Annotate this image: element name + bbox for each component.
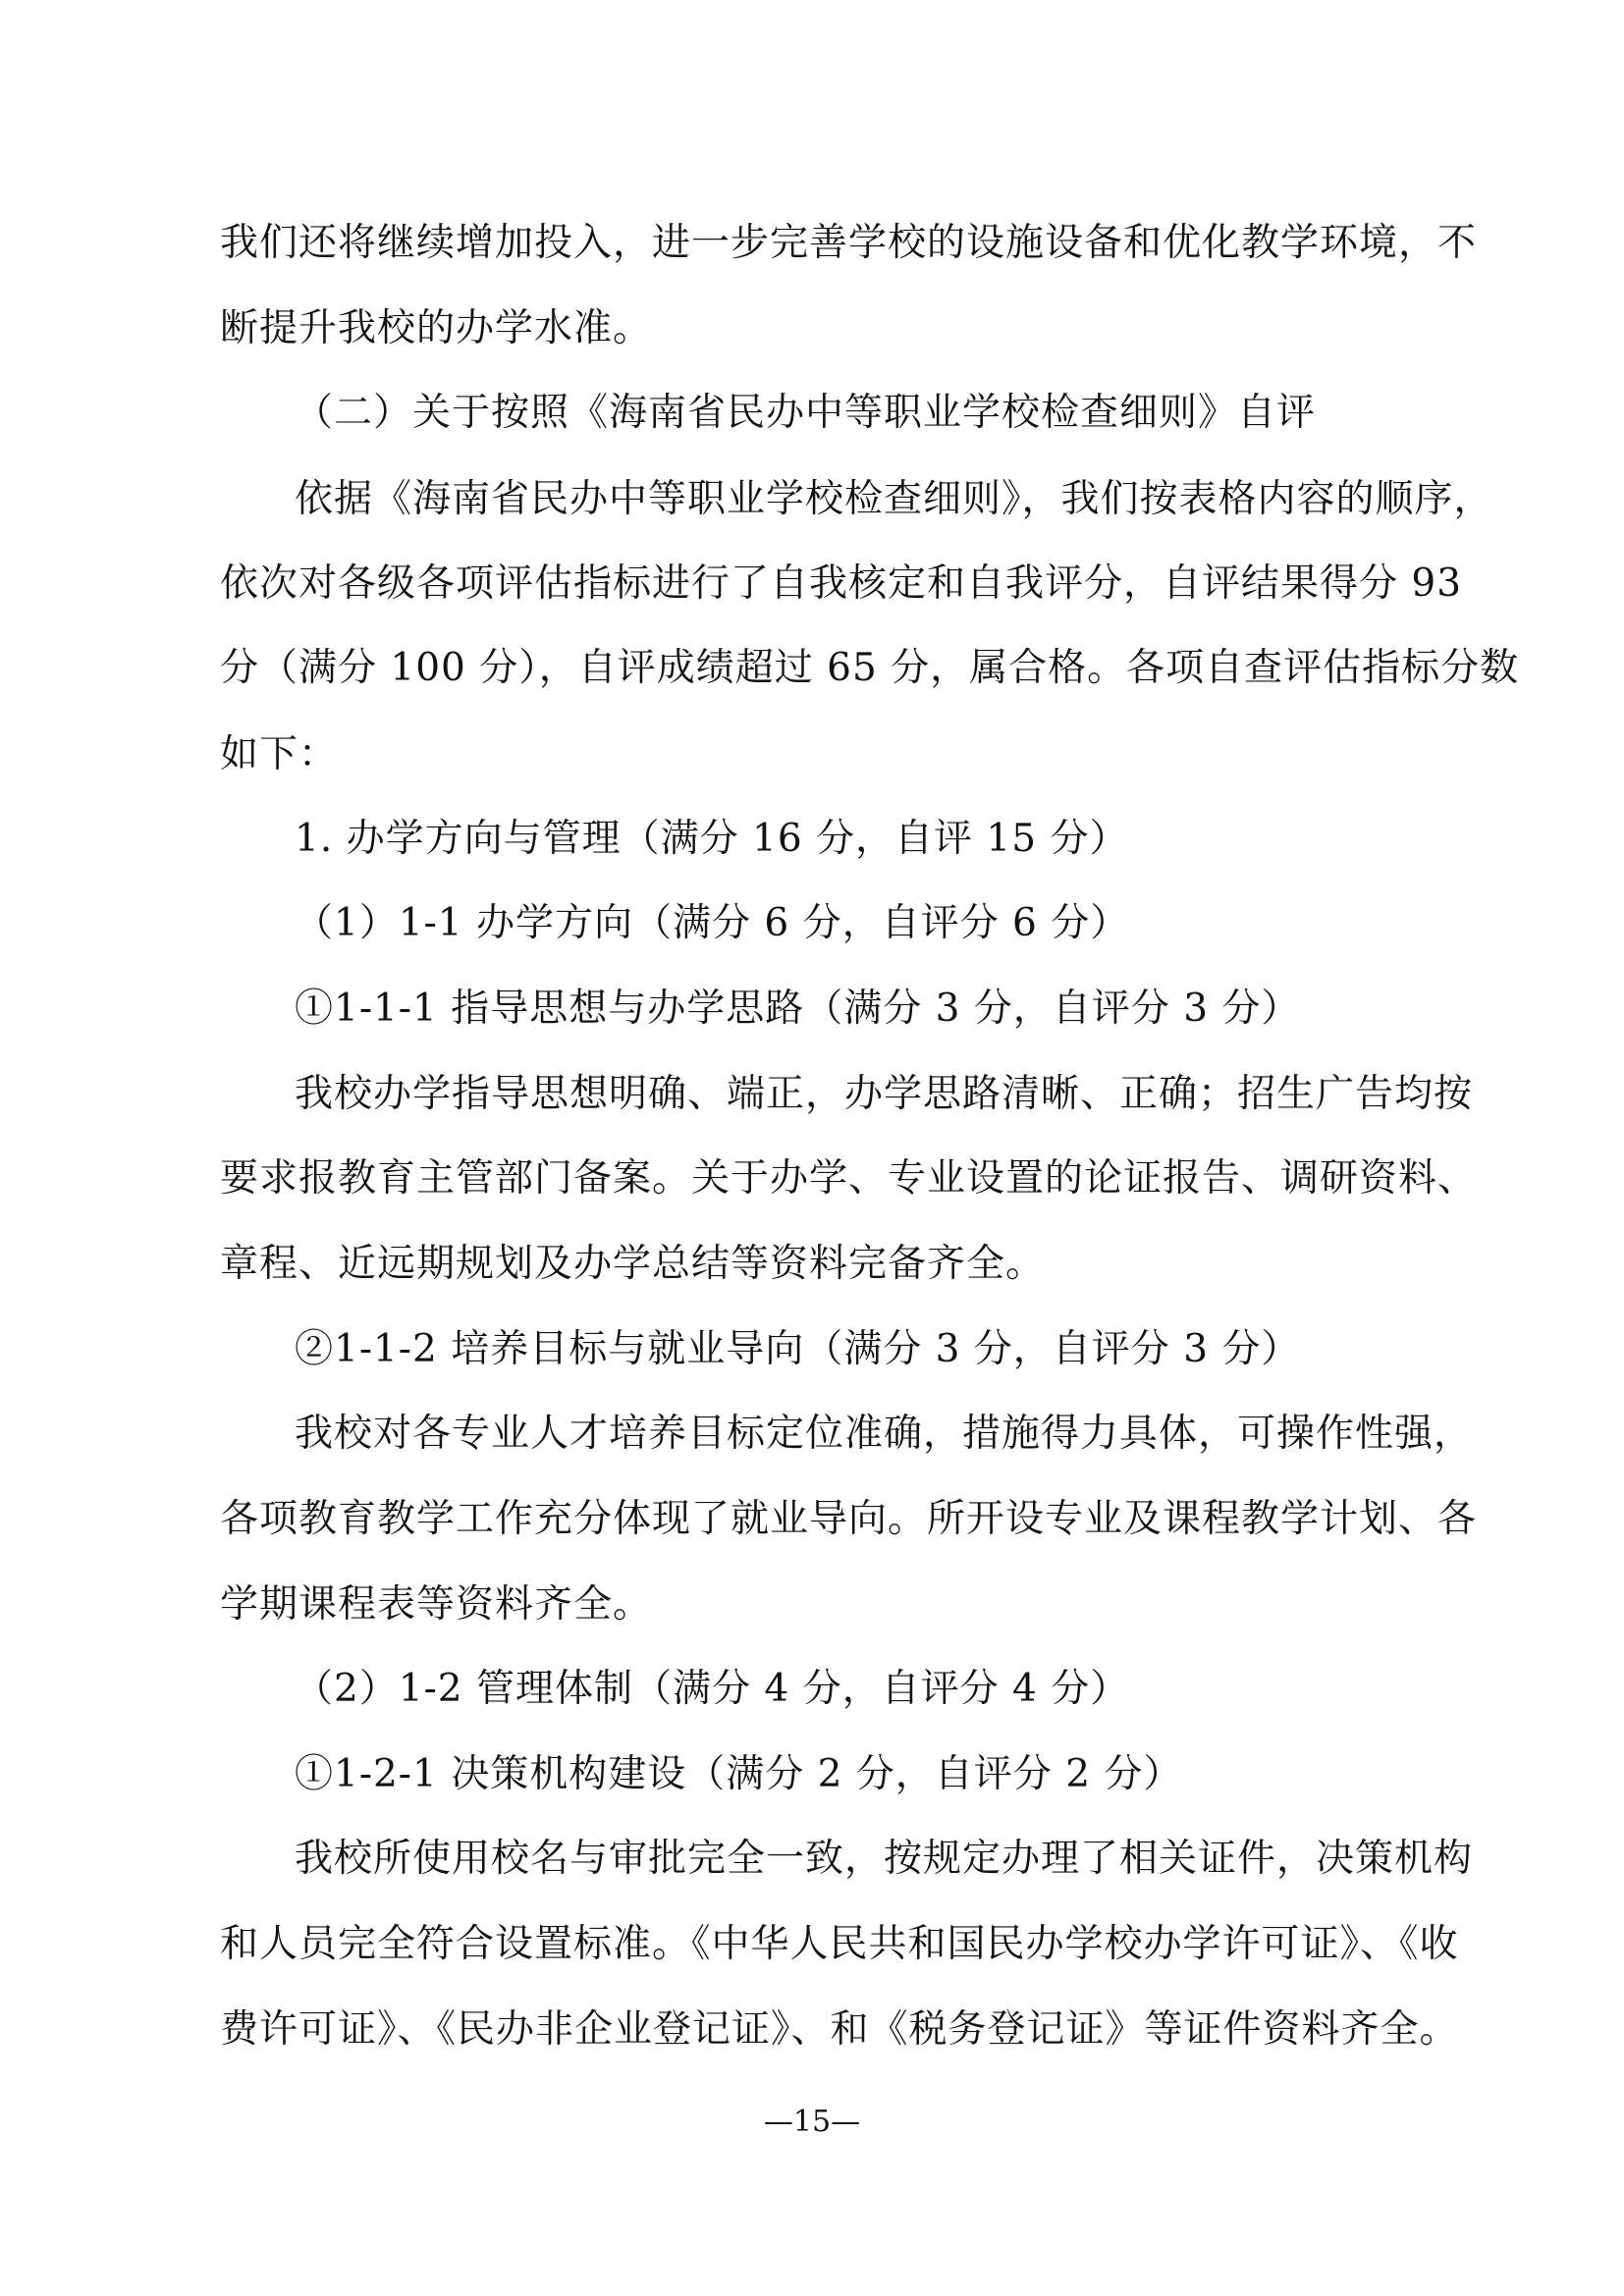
- text-line: 费许可证》、《民办非企业登记证》、和《税务登记证》等证件资料齐全。: [220, 2007, 1459, 2052]
- item-heading: ①1-1-1 指导思想与办学思路（满分 3 分，自评分 3 分）: [295, 987, 1301, 1031]
- text-line: 我们还将继续增加投入，进一步完善学校的设施设备和优化教学环境，不: [220, 221, 1478, 265]
- text-line: 我校办学指导思想明确、端正，办学思路清晰、正确；招生广告均按: [295, 1072, 1474, 1116]
- text-line: 章程、近远期规划及办学总结等资料完备齐全。: [220, 1242, 1046, 1286]
- text-line: 断提升我校的办学水准。: [220, 306, 653, 350]
- text-line: 依次对各级各项评估指标进行了自我核定和自我评分，自评结果得分 93: [220, 561, 1463, 606]
- text-line: 各项教育教学工作充分体现了就业导向。所开设专业及课程教学计划、各: [220, 1497, 1478, 1541]
- text-line: 依据《海南省民办中等职业学校检查细则》，我们按表格内容的顺序，: [295, 477, 1493, 521]
- text-line: 我校所使用校名与审批完全一致，按规定办理了相关证件，决策机构: [295, 1837, 1474, 1881]
- text-line: 学期课程表等资料齐全。: [220, 1582, 653, 1627]
- text-line: 我校对各专业人才培养目标定位准确，措施得力具体，可操作性强，: [295, 1412, 1474, 1456]
- text-line: 和人员完全符合设置标准。《中华人民共和国民办学校办学许可证》、《收: [220, 1922, 1459, 1966]
- page-number: —15—: [763, 2105, 861, 2139]
- subsection-heading: （2）1-2 管理体制（满分 4 分，自评分 4 分）: [295, 1667, 1130, 1711]
- text-line: 如下：: [220, 732, 339, 776]
- section-heading: （二）关于按照《海南省民办中等职业学校检查细则》自评: [295, 391, 1317, 435]
- item-heading: ②1-1-2 培养目标与就业导向（满分 3 分，自评分 3 分）: [295, 1327, 1301, 1371]
- subsection-heading: （1）1-1 办学方向（满分 6 分，自评分 6 分）: [295, 901, 1130, 945]
- text-line: 分（满分 100 分），自评成绩超过 65 分，属合格。各项自查评估指标分数: [220, 646, 1520, 690]
- text-line: 要求报教育主管部门备案。关于办学、专业设置的论证报告、调研资料、: [220, 1156, 1478, 1201]
- subsection-heading: 1. 办学方向与管理（满分 16 分，自评 15 分）: [295, 817, 1129, 861]
- item-heading: ①1-2-1 决策机构建设（满分 2 分，自评分 2 分）: [295, 1752, 1183, 1796]
